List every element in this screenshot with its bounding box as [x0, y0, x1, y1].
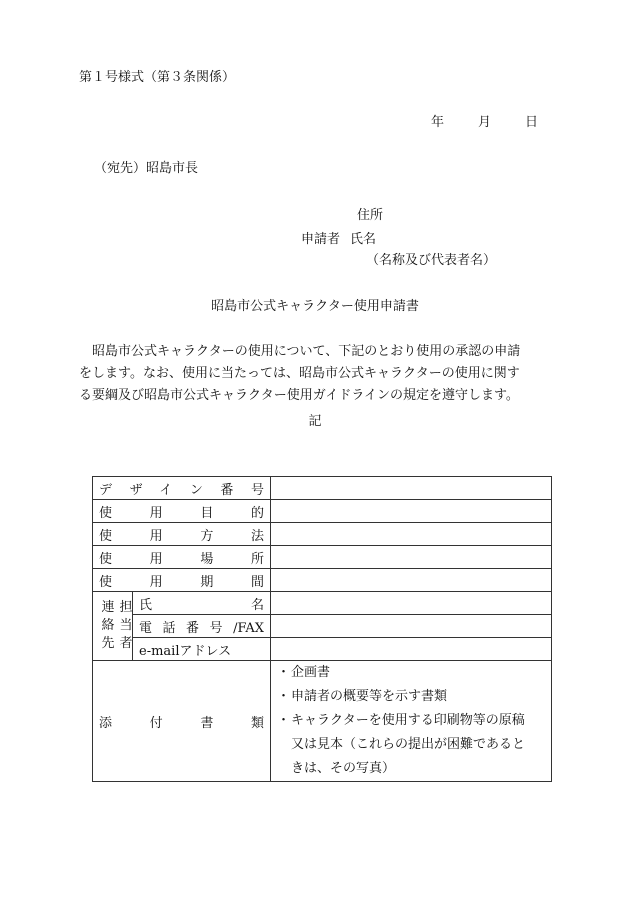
purpose-label: 使用目的: [93, 500, 271, 523]
body-line: る要綱及び昭島市公式キャラクター使用ガイドラインの規定を遵守します。: [79, 388, 519, 403]
table-row: [93, 661, 552, 782]
year-label: 年: [431, 115, 445, 130]
attachments-label: 添付書類: [93, 661, 271, 782]
table-row: [93, 615, 552, 638]
phone-fax-field[interactable]: [271, 615, 552, 638]
name-note: （名称及び代表者名）: [366, 253, 497, 268]
vertical-char: 当: [119, 618, 133, 633]
table-row: [93, 569, 552, 592]
vertical-char: 担: [119, 600, 133, 615]
phone-fax-label: 電話番号/FAX: [133, 615, 271, 638]
applicant-label: 申請者: [301, 232, 341, 247]
email-label: e-mailアドレス: [133, 638, 271, 661]
bullet-mark: ・: [277, 665, 291, 680]
design-number-label: デザイン番号: [93, 477, 271, 500]
day-label: 日: [525, 115, 539, 130]
table-row: [93, 546, 552, 569]
email-field[interactable]: [271, 638, 552, 661]
purpose-field[interactable]: [271, 500, 552, 523]
attachment-item: キャラクターを使用する印刷物等の原稿: [291, 713, 525, 728]
table-row: [93, 500, 552, 523]
method-label: 使用方法: [93, 523, 271, 546]
attachments-list: [271, 661, 552, 782]
table-row: [93, 592, 552, 615]
bullet-mark: ・: [277, 713, 291, 728]
contact-person-label: [93, 592, 133, 661]
month-label: 月: [478, 115, 492, 130]
attachment-item: 企画書: [291, 665, 331, 680]
period-field[interactable]: [271, 569, 552, 592]
vertical-char: 者: [119, 636, 133, 651]
table-row: [93, 638, 552, 661]
place-label: 使用場所: [93, 546, 271, 569]
date-line: [431, 111, 538, 130]
attachment-continuation: きは、その写真）: [291, 761, 396, 776]
attachment-item: 申請者の概要等を示す書類: [291, 689, 448, 704]
document-title: 昭島市公式キャラクター使用申請書: [211, 299, 419, 314]
vertical-char: 先: [101, 636, 115, 651]
bullet-mark: ・: [277, 689, 291, 704]
body-line: 昭島市公式キャラクターの使用について、下記のとおり使用の承認の申請: [79, 344, 521, 359]
table-row: [93, 477, 552, 500]
name-label: 氏名: [350, 232, 377, 247]
applicant-name-line: [301, 228, 376, 247]
list-item: [277, 709, 545, 733]
vertical-char: 連: [101, 600, 115, 615]
design-number-field[interactable]: [271, 477, 552, 500]
body-paragraph: [79, 341, 553, 407]
list-item: [277, 685, 545, 709]
contact-name-label: 氏名: [133, 592, 271, 615]
address-label: 住所: [357, 208, 384, 223]
list-item: [277, 661, 545, 685]
place-field[interactable]: [271, 546, 552, 569]
form-number-label: 第１号様式（第３条関係）: [79, 70, 236, 85]
method-field[interactable]: [271, 523, 552, 546]
body-line: をします。なお、使用に当たっては、昭島市公式キャラクターの使用に関す: [79, 366, 520, 381]
period-label: 使用期間: [93, 569, 271, 592]
attachment-continuation: 又は見本（これらの提出が困難であると: [291, 737, 526, 752]
ki-heading: 記: [308, 414, 322, 429]
addressee: （宛先）昭島市長: [94, 161, 199, 176]
application-table: [92, 476, 552, 782]
vertical-char: 絡: [101, 618, 115, 633]
table-row: [93, 523, 552, 546]
contact-name-field[interactable]: [271, 592, 552, 615]
